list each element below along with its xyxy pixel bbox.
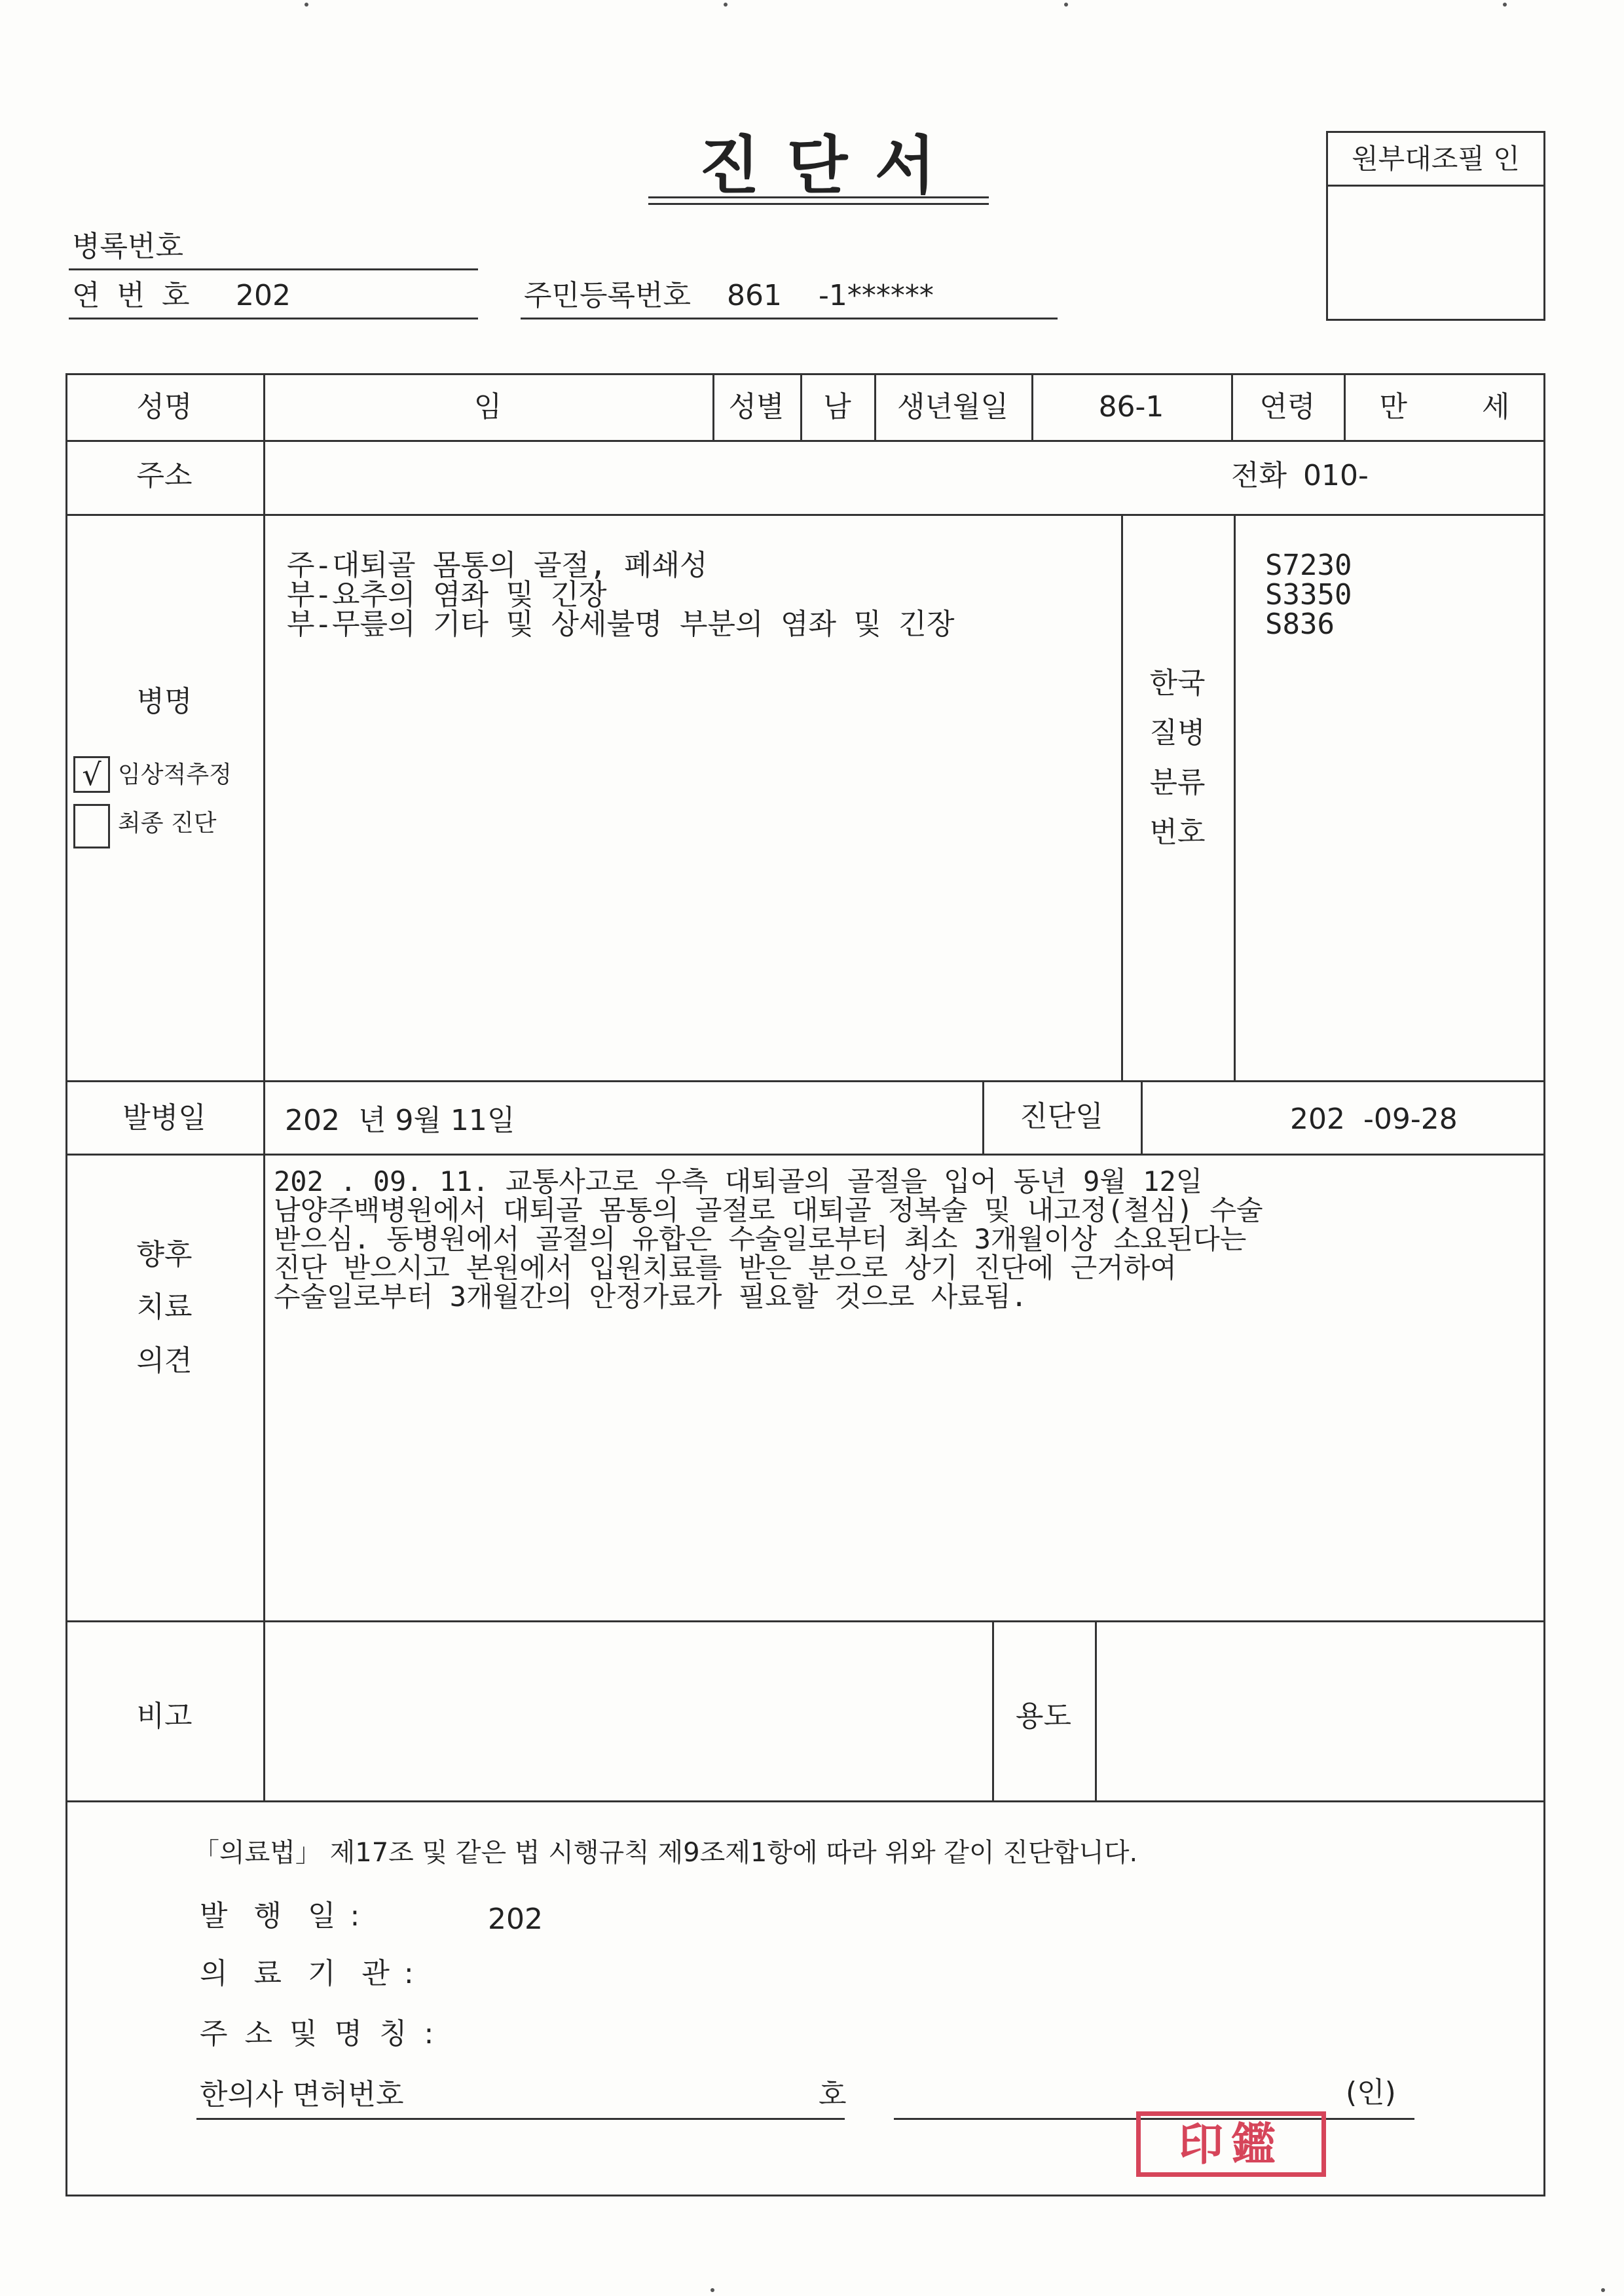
row-divider — [65, 1800, 1545, 1802]
diagnosis-line: 부-요추의 염좌 및 긴장 — [287, 578, 607, 611]
onset-label: 발병일 — [122, 1101, 206, 1135]
serial-number-label: 연 번 호 — [72, 279, 194, 312]
address-and-name-label: 주 소 및 명 칭 : — [200, 2017, 438, 2050]
kcd-header: 질병 — [1149, 716, 1206, 750]
age-value: 만 세 — [1379, 390, 1510, 424]
diag-date-value: 202 -09-28 — [1290, 1102, 1458, 1136]
label-column-divider — [263, 373, 265, 1620]
issue-date-label: 발 행 일 : — [200, 1899, 363, 1933]
address-label: 주소 — [136, 459, 193, 492]
seal-stamp — [1136, 2111, 1326, 2177]
scan-speck — [1601, 2288, 1605, 2292]
opinion-label: 치료 — [136, 1290, 193, 1324]
kcd-header: 분류 — [1149, 766, 1206, 799]
check-mark-icon: √ — [82, 757, 101, 792]
age-label: 연령 — [1259, 390, 1316, 424]
kcd-header: 번호 — [1149, 816, 1206, 849]
sex-label: 성별 — [728, 390, 784, 424]
opinion-line: 202 . 09. 11. 교통사고로 우측 대퇴골의 골절을 입어 동년 9월 12일 — [274, 1165, 1203, 1197]
scan-speck — [1064, 3, 1068, 7]
legal-statement: 「의료법」 제17조 및 같은 법 시행규칙 제9조제1항에 따라 위와 같이 진단합니다. — [193, 1838, 1138, 1868]
rrn-label: 주민등록번호 — [524, 279, 692, 312]
record-number-label: 병록번호 — [72, 230, 184, 263]
dob-value: 86-1 — [1098, 390, 1164, 424]
diagnosis-label: 병명 — [136, 685, 193, 718]
cell-divider — [1141, 1080, 1143, 1154]
row-divider — [65, 1620, 1545, 1622]
kcd-code: S836 — [1265, 608, 1335, 641]
opinion-line: 수술일로부터 3개월간의 안정가료가 필요할 것으로 사료됨. — [274, 1281, 1027, 1313]
rrn-back: -1****** — [819, 279, 934, 312]
clinical-estimate-label: 임상적추정 — [118, 761, 232, 788]
license-number-suffix: 호 — [819, 2078, 847, 2111]
opinion-line: 받으심. 동병원에서 골절의 유합은 수술일로부터 최소 3개월이상 소요된다는 — [274, 1223, 1247, 1255]
final-diagnosis-label: 최종 진단 — [118, 810, 217, 837]
serial-number-value: 202 — [236, 279, 291, 312]
row-divider — [65, 1154, 1545, 1156]
opinion-line: 남양주백병원에서 대퇴골 몸통의 골절로 대퇴골 정복술 및 내고정(철심) 수술 — [274, 1194, 1263, 1226]
opinion-line: 진단 받으시고 본원에서 입원치료를 받은 분으로 상기 진단에 근거하여 — [274, 1252, 1177, 1284]
remarks-label: 비고 — [136, 1700, 193, 1733]
name-value: 임 — [473, 390, 502, 424]
serial-number-line — [69, 318, 478, 319]
kcd-header: 한국 — [1149, 666, 1206, 700]
cell-divider — [1095, 1620, 1097, 1800]
row-divider — [65, 1080, 1545, 1082]
name-label: 성명 — [136, 390, 193, 424]
seal-stamp-text: 印鑑 — [1178, 2119, 1283, 2171]
opinion-label: 의견 — [136, 1344, 193, 1377]
dob-label: 생년월일 — [896, 390, 1008, 424]
diag-date-label: 진단일 — [1020, 1100, 1103, 1133]
phone-value: 010- — [1303, 459, 1369, 492]
diagnosis-line: 부-무릎의 기타 및 상세불명 부분의 염좌 및 긴장 — [287, 608, 955, 641]
rrn-front: 861 — [727, 279, 782, 312]
final-diagnosis-checkbox[interactable] — [73, 804, 110, 848]
license-line — [196, 2118, 845, 2120]
scan-speck — [1503, 3, 1507, 7]
license-number-label: 한의사 면허번호 — [200, 2078, 404, 2111]
scan-speck — [710, 2288, 714, 2292]
document-title: 진 단 서 — [699, 129, 938, 202]
label-column-divider — [263, 1620, 265, 1800]
phone-label: 전화 — [1231, 459, 1287, 492]
diagnosis-line: 주-대퇴골 몸통의 골절, 폐쇄성 — [287, 549, 708, 582]
kcd-code: S3350 — [1265, 578, 1352, 611]
kcd-code: S7230 — [1265, 549, 1352, 582]
scan-speck — [304, 3, 308, 7]
purpose-label: 용도 — [1015, 1700, 1071, 1733]
rrn-line — [521, 318, 1058, 319]
sex-value: 남 — [823, 390, 851, 424]
original-copy-label: 원부대조필 인 — [1352, 143, 1520, 175]
institution-label: 의 료 기 관 : — [200, 1957, 416, 1990]
title-underline — [648, 196, 989, 198]
row-divider — [65, 514, 1545, 516]
onset-value: 202 년 9월 11일 — [285, 1104, 515, 1137]
seal-label: (인) — [1346, 2076, 1396, 2109]
opinion-label: 향후 — [136, 1238, 193, 1271]
scan-speck — [724, 3, 728, 7]
original-copy-divider — [1326, 185, 1545, 187]
record-number-line — [69, 268, 478, 270]
row-divider — [65, 440, 1545, 442]
issue-date-value: 202 — [488, 1903, 543, 1936]
title-underline — [648, 203, 989, 205]
cell-divider — [1234, 514, 1236, 1080]
